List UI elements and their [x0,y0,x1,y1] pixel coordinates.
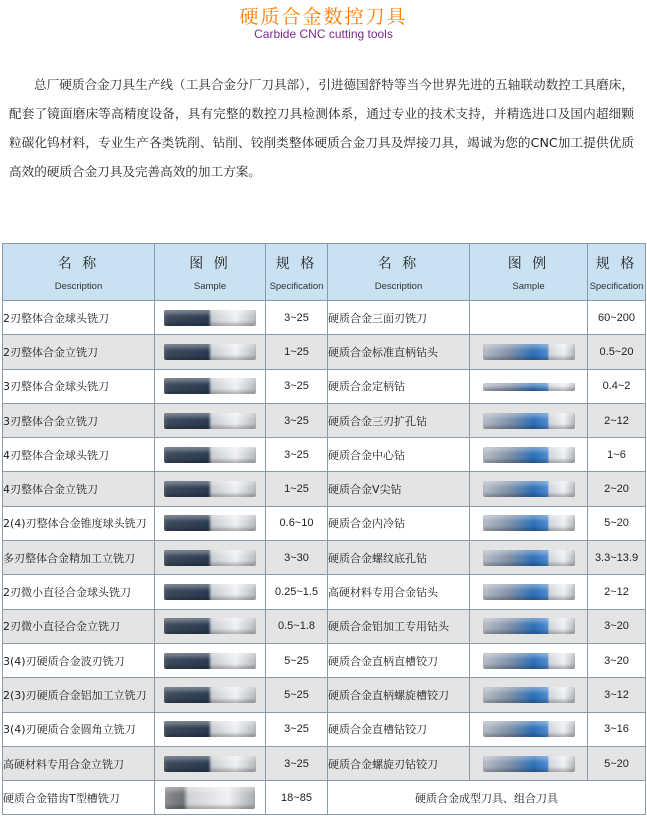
tool-spec: 0.6~10 [266,506,328,540]
table-header-row [3,244,646,301]
table-row [3,609,646,643]
tool-image [155,609,266,643]
tool-name: 硬质合金中心钻 [328,438,470,472]
tool-name: 3(4)刃硬质合金圆角立铣刀 [3,712,155,746]
table-row [3,781,646,815]
tool-name: 4刃整体合金立铣刀 [3,472,155,506]
tool-spec: 3~25 [266,746,328,780]
tool-name: 硬质合金直柄螺旋槽铰刀 [328,678,470,712]
tool-name: 3刃整体合金球头铣刀 [3,369,155,403]
tool-name: 硬质合金三刃扩孔钻 [328,403,470,437]
tool-image [155,541,266,575]
endmill-image [164,413,256,429]
tool-image [470,438,588,472]
tool-image [155,369,266,403]
tool-name: 硬质合金螺纹底孔钻 [328,541,470,575]
tool-spec: 5~20 [588,506,646,540]
tool-image [155,781,266,815]
drill-image [483,515,575,531]
table-row [3,369,646,403]
table-row [3,746,646,780]
tool-spec: 3~25 [266,712,328,746]
header-spec: 规 格 Specification [266,244,328,301]
tool-name: 2(4)刃整体合金锥度球头铣刀 [3,506,155,540]
tool-image [470,746,588,780]
drill-image [483,447,575,463]
tool-spec: 1~6 [588,438,646,472]
tool-spec: 5~25 [266,678,328,712]
tool-name: 3刃整体合金立铣刀 [3,403,155,437]
table-row [3,643,646,677]
drill-image [483,618,575,634]
tool-spec: 5~20 [588,746,646,780]
tool-spec: 2~12 [588,575,646,609]
tool-spec: 0.4~2 [588,369,646,403]
tool-spec: 0.5~1.8 [266,609,328,643]
reamer-image [483,756,575,772]
tool-spec: 3~20 [588,643,646,677]
tool-name: 硬质合金直槽钻铰刀 [328,712,470,746]
tool-image [470,369,588,403]
tool-spec: 60~200 [588,301,646,335]
tool-spec: 3~12 [588,678,646,712]
tool-spec: 3~25 [266,301,328,335]
drill-image [483,550,575,566]
table-row [3,472,646,506]
drill-image [483,481,575,497]
tool-image [155,472,266,506]
tool-name: 硬质合金螺旋刃钻铰刀 [328,746,470,780]
tool-image [470,506,588,540]
tool-image [155,506,266,540]
endmill-image [164,481,256,497]
drill-image [483,584,575,600]
tool-spec: 1~25 [266,335,328,369]
drill-image [483,383,575,391]
tool-name: 2刃微小直径合金球头铣刀 [3,575,155,609]
tool-image [470,472,588,506]
intro-paragraph: 总厂硬质合金刀具生产线（工具合金分厂刀具部），引进德国舒特等当今世界先进的五轴联动数控工具磨床，配套了镜面磨床等高精度设备，具有完整的数控刀具检测体系，通过专业的技术支持，并精选进口及国内超细颗粒碳化钨材料，专业生产各类铣削、钻削、铰削类整体硬质合金刀具及焊接刀具，竭诚为您的CNC加工提供优质高效的硬质合金刀具及完善高效的加工方案。 [9,77,634,179]
tool-image [470,403,588,437]
endmill-image [164,653,256,669]
endmill-image [164,515,256,531]
tool-spec: 3~25 [266,403,328,437]
tool-image [470,575,588,609]
table-row [3,506,646,540]
tool-image [155,438,266,472]
table-row [3,678,646,712]
tool-spec: 3~20 [588,609,646,643]
tool-name: 3(4)刃硬质合金波刃铣刀 [3,643,155,677]
tool-spec: 1~25 [266,472,328,506]
page-title: 硬质合金数控刀具 [239,6,408,28]
table-row [3,575,646,609]
tool-spec: 3~30 [266,541,328,575]
tool-image [470,541,588,575]
tool-name: 硬质合金V尖钻 [328,472,470,506]
tool-spec: 3~25 [266,438,328,472]
tool-image [155,712,266,746]
tool-spec-table [2,243,646,815]
table-row [3,438,646,472]
reamer-image [483,687,575,703]
tool-name: 硬质合金直柄直槽铰刀 [328,643,470,677]
t-slot-cutter-image [165,787,255,809]
tool-spec: 0.25~1.5 [266,575,328,609]
header-name-right: 名 称 Description [328,244,470,301]
tool-spec: 0.5~20 [588,335,646,369]
endmill-image [164,344,256,360]
table-row [3,301,646,335]
tool-spec: 2~20 [588,472,646,506]
endmill-image [164,584,256,600]
table-row [3,541,646,575]
tool-image [155,575,266,609]
tool-image [470,301,588,335]
tool-image [155,403,266,437]
tool-name: 2刃整体合金立铣刀 [3,335,155,369]
table-row [3,335,646,369]
tool-spec: 5~25 [266,643,328,677]
tool-name: 硬质合金铝加工专用钻头 [328,609,470,643]
tool-name: 硬质合金定柄钻 [328,369,470,403]
endmill-image [164,310,256,326]
tool-name: 2刃微小直径合金立铣刀 [3,609,155,643]
tool-name: 硬质合金标准直柄钻头 [328,335,470,369]
header-spec-right: 规 格 Specification [588,244,646,301]
tool-image [155,301,266,335]
reamer-image [483,721,575,737]
tool-spec: 3~25 [266,369,328,403]
tool-image [155,678,266,712]
header-sample-right: 图 例 Sample [470,244,588,301]
tool-name: 2(3)刃硬质合金铝加工立铣刀 [3,678,155,712]
table-row [3,403,646,437]
tool-spec: 3.3~13.9 [588,541,646,575]
endmill-image [164,756,256,772]
endmill-image [164,378,256,394]
tool-image [470,609,588,643]
merged-cell: 硬质合金成型刀具、组合刀具 [328,781,646,815]
tool-name: 多刃整体合金精加工立铣刀 [3,541,155,575]
drill-image [483,344,575,360]
page-subtitle: Carbide CNC cutting tools [254,27,393,41]
tool-image [470,712,588,746]
tool-image [155,643,266,677]
tool-name: 硬质合金内冷钻 [328,506,470,540]
endmill-image [164,687,256,703]
tool-image [470,335,588,369]
header-sample: 图 例 Sample [155,244,266,301]
tool-name: 高硬材料专用合金立铣刀 [3,746,155,780]
tool-name: 硬质合金错齿T型槽铣刀 [3,781,155,815]
tool-image [470,643,588,677]
tool-name: 硬质合金三面刃铣刀 [328,301,470,335]
tool-image [155,335,266,369]
tool-image [470,678,588,712]
tool-name: 4刃整体合金球头铣刀 [3,438,155,472]
endmill-image [164,721,256,737]
drill-image [483,413,575,429]
endmill-image [164,550,256,566]
tool-spec: 18~85 [266,781,328,815]
reamer-image [483,653,575,669]
tool-name: 2刃整体合金球头铣刀 [3,301,155,335]
endmill-image [164,447,256,463]
tool-spec: 3~16 [588,712,646,746]
header-name: 名 称 Description [3,244,155,301]
tool-image [155,746,266,780]
tool-name: 高硬材料专用合金钻头 [328,575,470,609]
table-row [3,712,646,746]
tool-spec: 2~12 [588,403,646,437]
endmill-image [164,618,256,634]
